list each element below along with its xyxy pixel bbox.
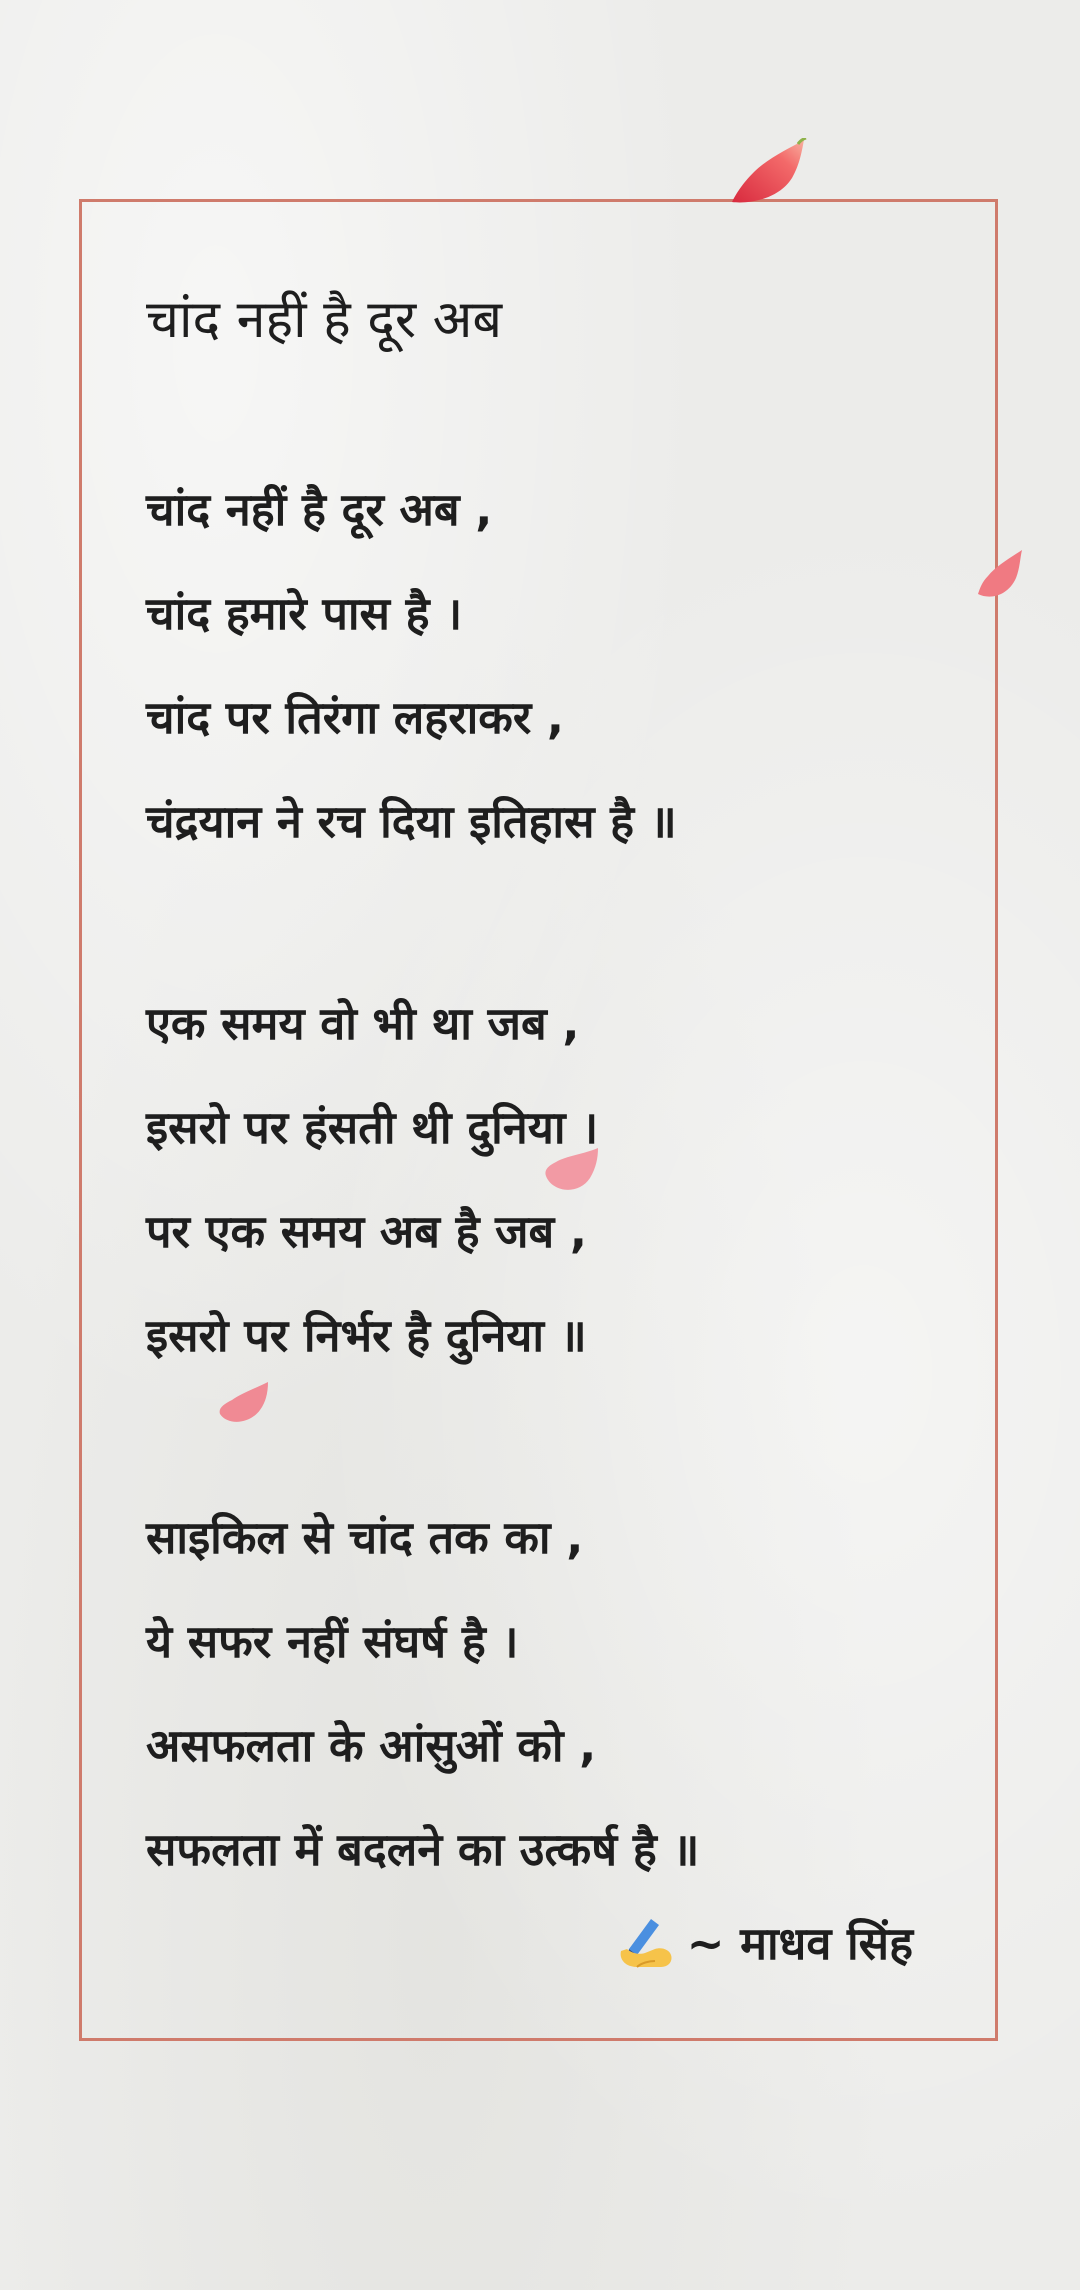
rose-petal-icon (976, 548, 1024, 602)
poem-line: साइकिल से चांद तक का , (146, 1511, 584, 1564)
poem-title: चांद नहीं है दूर अब (146, 290, 503, 350)
poem-line: चांद हमारे पास है । (146, 587, 463, 640)
poem-card (146, 280, 946, 1902)
stanza-1 (146, 458, 946, 874)
writing-hand-icon (615, 1915, 677, 1971)
poem-line: सफलता में बदलने का उत्कर्ष है ॥ (146, 1823, 700, 1876)
stanza-3 (146, 1486, 946, 1902)
stanza-2 (146, 972, 946, 1388)
poem-line: एक समय वो भी था जब , (146, 997, 580, 1050)
poem-line: इसरो पर हंसती थी दुनिया । (146, 1101, 599, 1154)
poem-line: पर एक समय अब है जब , (146, 1205, 587, 1258)
rose-petal-icon (728, 138, 808, 210)
author-name: ~ माधव सिंह (686, 1917, 913, 1970)
poem-line: चंद्रयान ने रच दिया इतिहास है ॥ (146, 795, 677, 848)
poem-line: असफलता के आंसुओं को , (146, 1719, 597, 1772)
poem-line: इसरो पर निर्भर है दुनिया ॥ (146, 1309, 587, 1362)
poem-line: चांद पर तिरंगा लहराकर , (146, 691, 564, 744)
poem-signature (615, 1912, 913, 1973)
poem-line: ये सफर नहीं संघर्ष है । (146, 1615, 519, 1668)
poem-line: चांद नहीं है दूर अब , (146, 483, 493, 536)
